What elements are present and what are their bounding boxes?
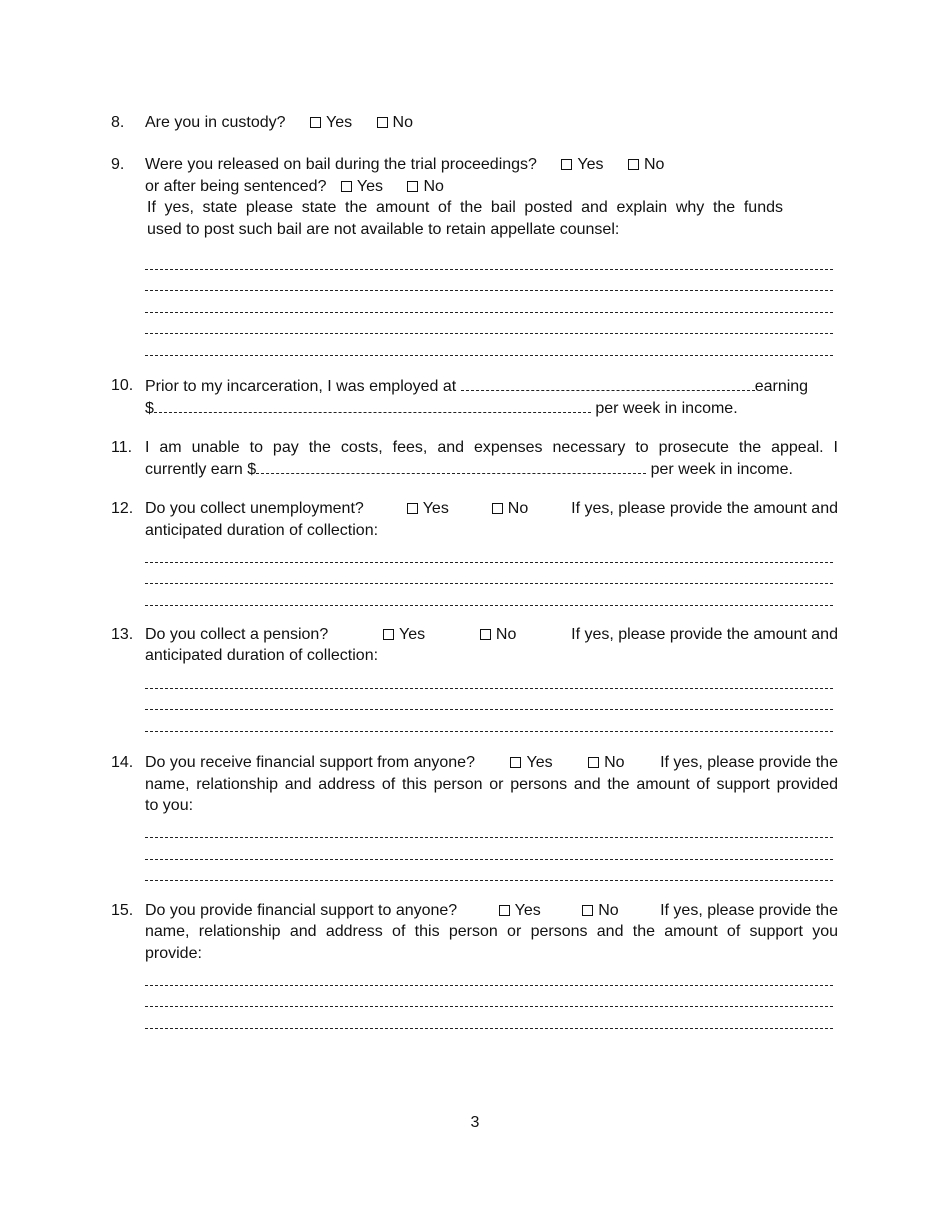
checkbox-icon[interactable] — [582, 905, 593, 916]
q9-trial-no-option[interactable] — [628, 155, 664, 175]
q13-yes-option[interactable] — [383, 625, 425, 645]
q10-per-week-label: per week in income. — [595, 400, 738, 417]
question-10-line-1 — [145, 376, 808, 396]
q12-followup: If yes, please provide the amount and — [571, 500, 838, 517]
q13-answer-line[interactable] — [145, 697, 833, 710]
q9-trial-yes-option[interactable] — [561, 155, 603, 175]
page-number: 3 — [470, 1114, 480, 1131]
q14-no-option[interactable] — [588, 753, 624, 773]
item-number-9: 9. — [111, 156, 125, 173]
q13-text: Do you collect a pension? — [145, 626, 329, 643]
q13-no-option[interactable] — [480, 625, 516, 645]
q13-no-label: No — [495, 626, 517, 643]
q8-no-label: No — [392, 114, 413, 131]
checkbox-icon[interactable] — [499, 905, 510, 916]
q14-yes-option[interactable] — [510, 753, 552, 773]
q13-answer-line[interactable] — [145, 676, 833, 689]
q13-answer-line[interactable] — [145, 719, 833, 732]
q10-dollar-sign: $ — [145, 400, 154, 417]
checkbox-icon[interactable] — [383, 629, 394, 640]
question-14-line-2: name, relationship and address of this person or persons and the amount of support provided — [145, 776, 838, 793]
question-12-line-1 — [145, 499, 838, 519]
q9-sentenced-no-option[interactable] — [407, 177, 443, 197]
q9-trial-yes-label: Yes — [577, 156, 604, 173]
q14-text: Do you receive financial support from anyone? — [145, 754, 475, 771]
q13-yes-label: Yes — [399, 626, 426, 643]
q15-no-label: No — [598, 902, 619, 919]
item-number-14: 14. — [111, 754, 134, 771]
question-15-line-1 — [145, 901, 838, 921]
q12-no-label: No — [507, 500, 529, 517]
item-number-12: 12. — [111, 500, 134, 517]
question-11-line-1: I am unable to pay the costs, fees, and expenses necessary to prosecute the appeal. I — [145, 439, 838, 456]
item-number-13: 13. — [111, 626, 134, 643]
q9-sentenced-yes-label: Yes — [356, 178, 384, 195]
q10-text: Prior to my incarceration, I was employed at — [145, 378, 457, 395]
q14-answer-line[interactable] — [145, 847, 833, 860]
q15-yes-label: Yes — [514, 902, 541, 919]
q10-earning-label: earning — [754, 378, 809, 395]
item-number-8: 8. — [111, 114, 125, 131]
q15-followup: If yes, please provide the — [660, 902, 838, 919]
q12-yes-option[interactable] — [407, 499, 449, 519]
q9-answer-line[interactable] — [145, 300, 833, 313]
q8-yes-label: Yes — [325, 114, 353, 131]
checkbox-icon[interactable] — [407, 181, 418, 192]
q12-no-option[interactable] — [492, 499, 528, 519]
q15-answer-line[interactable] — [145, 1016, 833, 1029]
q12-answer-line[interactable] — [145, 550, 833, 563]
q11-text: currently earn $ — [145, 461, 257, 478]
question-13-line-1 — [145, 625, 838, 645]
q9-sentenced-yes-option[interactable] — [341, 177, 383, 197]
question-9-line-1 — [145, 155, 664, 175]
q14-answer-line[interactable] — [145, 868, 833, 881]
q9-answer-line[interactable] — [145, 343, 833, 356]
q9-answer-line[interactable] — [145, 321, 833, 334]
q9-answer-line[interactable] — [145, 278, 833, 291]
q8-yes-option[interactable] — [310, 113, 352, 133]
checkbox-icon[interactable] — [480, 629, 491, 640]
question-14-line-1 — [145, 753, 838, 773]
q9-sentenced-no-label: No — [423, 178, 444, 195]
q14-no-label: No — [604, 754, 625, 771]
question-10-line-2 — [145, 398, 738, 418]
checkbox-icon[interactable] — [310, 117, 321, 128]
q14-yes-label: Yes — [526, 754, 553, 771]
q15-yes-option[interactable] — [499, 901, 541, 921]
q12-answer-line[interactable] — [145, 593, 833, 606]
question-9-text: Were you released on bail during the trial proceedings? — [145, 156, 537, 173]
item-number-11: 11. — [111, 439, 133, 456]
q15-text: Do you provide financial support to anyone? — [145, 902, 458, 919]
q15-answer-line[interactable] — [145, 994, 833, 1007]
question-13-line-2: anticipated duration of collection: — [145, 647, 379, 664]
checkbox-icon[interactable] — [341, 181, 352, 192]
q9-followup-line-1: If yes, state please state the amount of the bail posted and explain why the funds — [147, 199, 783, 216]
checkbox-icon[interactable] — [588, 757, 599, 768]
question-9-line-2 — [145, 177, 444, 197]
q14-followup: If yes, please provide the — [660, 754, 838, 771]
q14-answer-line[interactable] — [145, 825, 833, 838]
q9-answer-line[interactable] — [145, 257, 833, 270]
current-weekly-income-field[interactable] — [256, 459, 646, 474]
item-number-15: 15. — [111, 902, 134, 919]
checkbox-icon[interactable] — [628, 159, 639, 170]
question-14-line-3: to you: — [145, 797, 194, 814]
q12-text: Do you collect unemployment? — [145, 500, 364, 517]
prior-weekly-income-field[interactable] — [154, 398, 591, 413]
q15-no-option[interactable] — [582, 901, 618, 921]
q11-per-week-label: per week in income. — [650, 461, 793, 478]
q8-no-option[interactable] — [377, 113, 413, 133]
question-15-line-2: name, relationship and address of this person or persons and the amount of support you — [145, 923, 838, 940]
q9-trial-no-label: No — [643, 156, 665, 173]
question-8-text: Are you in custody? — [145, 114, 286, 131]
checkbox-icon[interactable] — [492, 503, 503, 514]
q15-answer-line[interactable] — [145, 973, 833, 986]
question-15-line-3: provide: — [145, 945, 202, 962]
question-12-line-2: anticipated duration of collection: — [145, 522, 379, 539]
checkbox-icon[interactable] — [561, 159, 572, 170]
question-8 — [145, 113, 413, 133]
checkbox-icon[interactable] — [407, 503, 418, 514]
q9-followup-line-2: used to post such bail are not available to retain appellate counsel: — [147, 221, 620, 238]
checkbox-icon[interactable] — [510, 757, 521, 768]
q12-answer-line[interactable] — [145, 571, 833, 584]
checkbox-icon[interactable] — [377, 117, 388, 128]
question-11-line-2 — [145, 459, 793, 479]
employer-field[interactable] — [461, 376, 755, 391]
q12-yes-label: Yes — [422, 500, 449, 517]
question-9-text-2: or after being sentenced? — [145, 178, 327, 195]
q13-followup: If yes, please provide the amount and — [571, 626, 838, 643]
item-number-10: 10. — [111, 377, 134, 394]
